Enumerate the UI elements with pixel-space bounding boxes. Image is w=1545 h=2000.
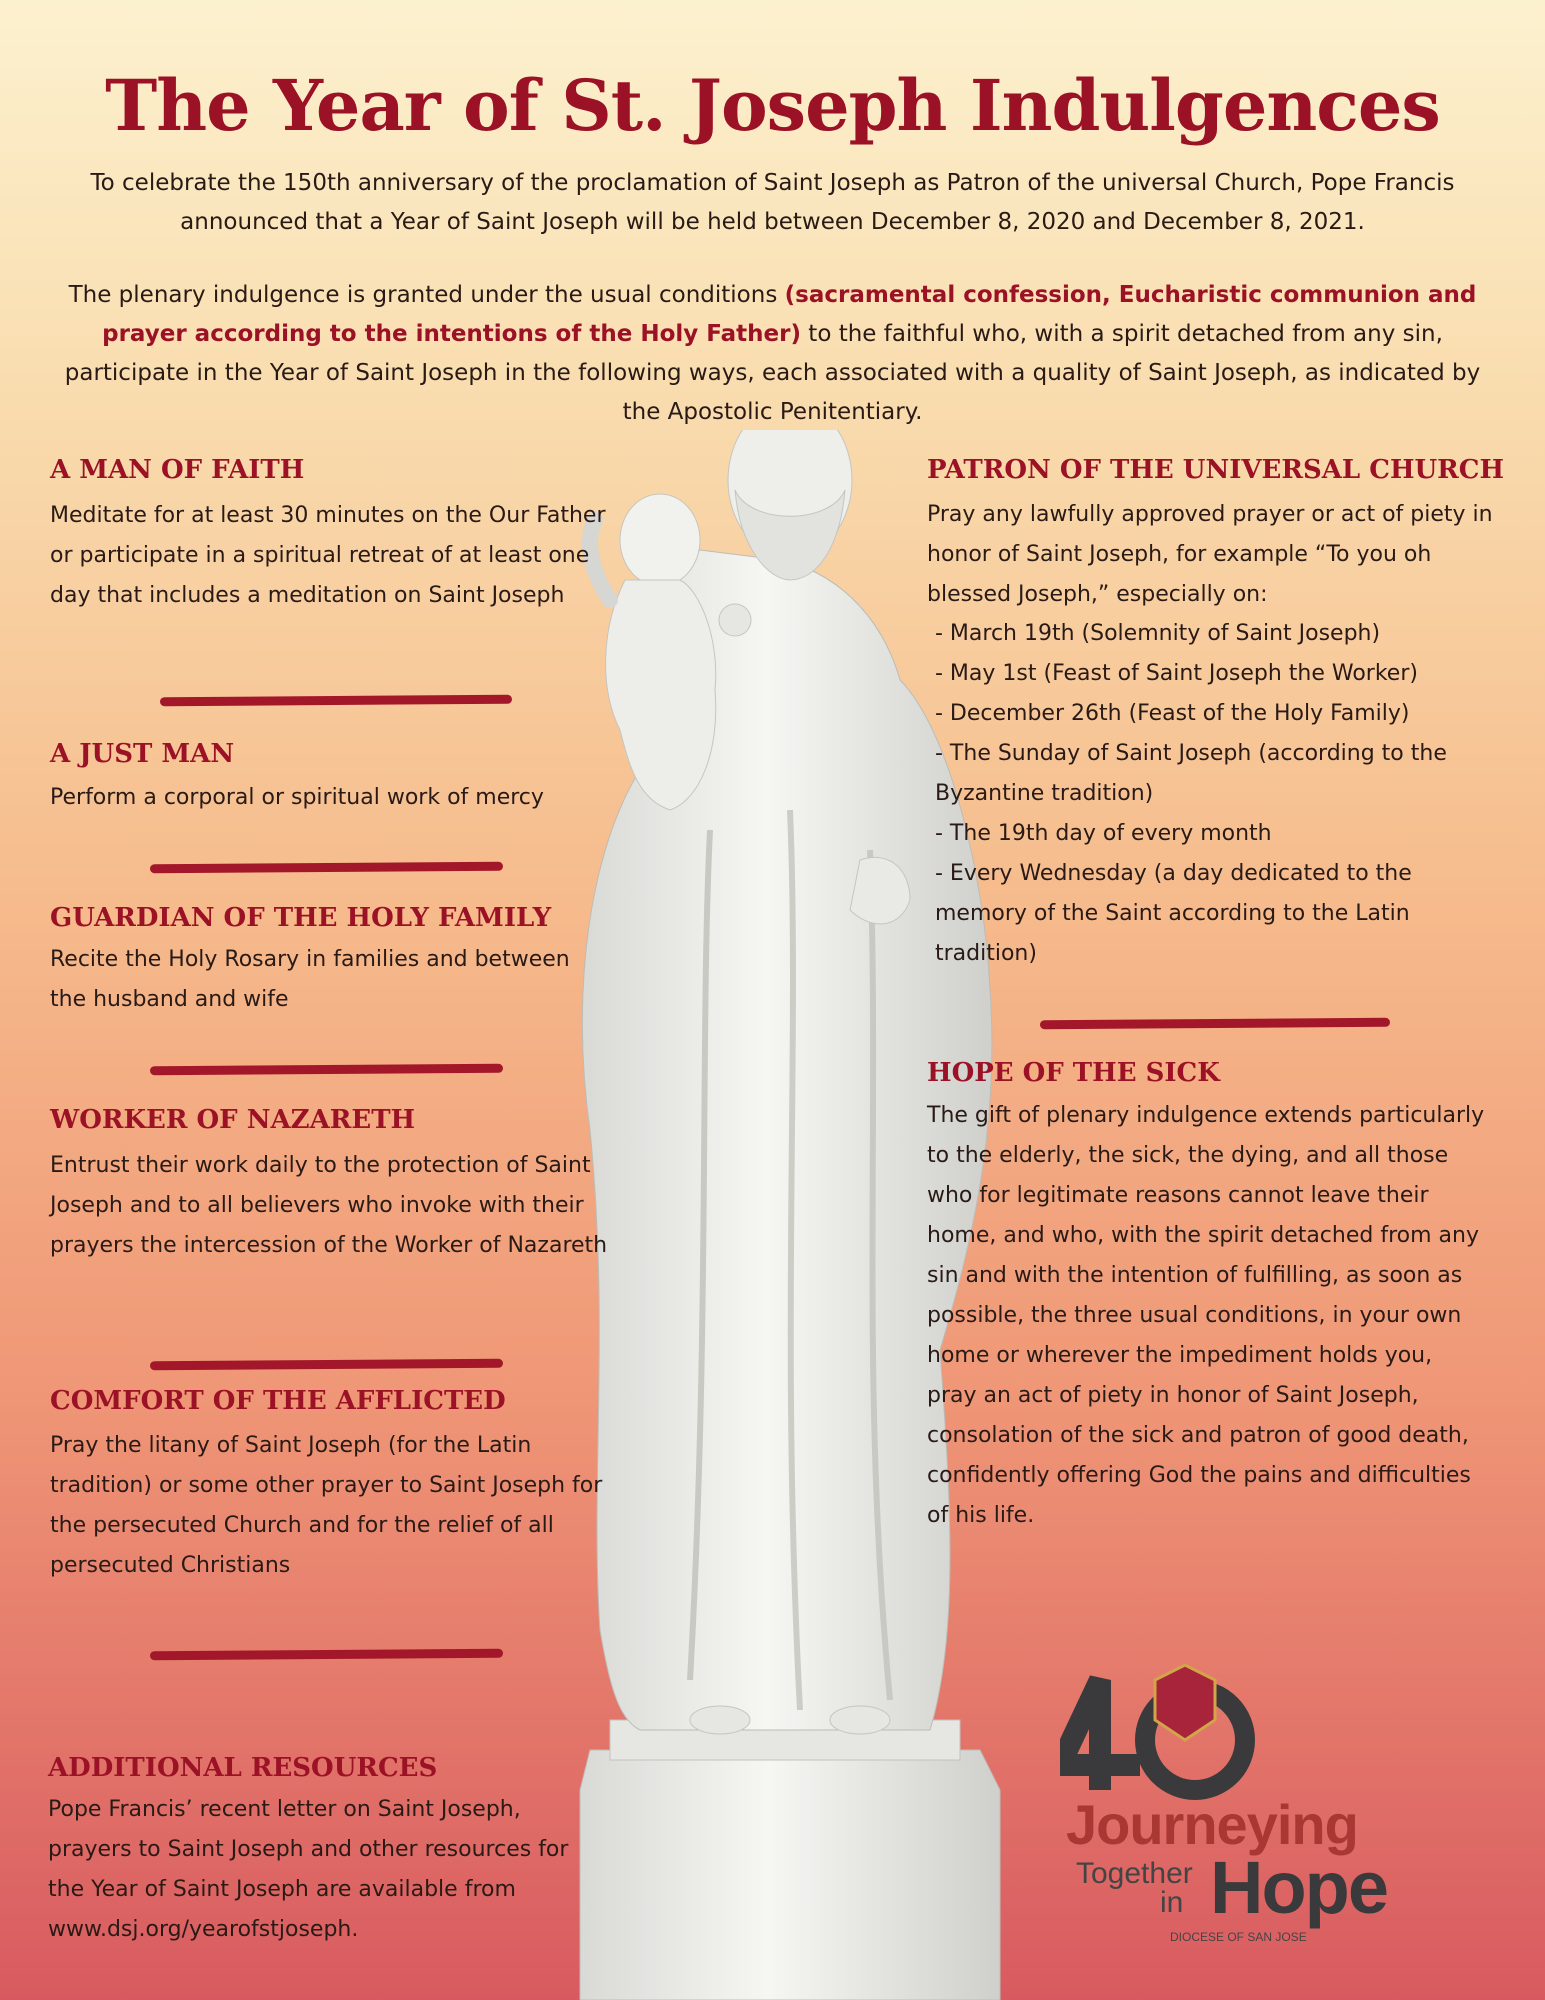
body-additional-resources: Pope Francis’ recent letter on Saint Joseph, prayers to Saint Joseph and other resources for the Year of Saint Joseph are available from www.dsj.org/yearofstjoseph.	[48, 1797, 569, 1942]
heading-additional-resources: ADDITIONAL RESOURCES	[48, 1753, 438, 1783]
heading-hope-of-the-sick: HOPE OF THE SICK	[927, 1058, 1220, 1088]
list-item: - March 19th (Solemnity of Saint Joseph)	[935, 621, 1381, 646]
list-item: - May 1st (Feast of Saint Joseph the Worker)	[935, 661, 1418, 686]
heading-man-of-faith: A MAN OF FAITH	[50, 455, 305, 485]
body-just-man: Perform a corporal or spiritual work of mercy	[50, 785, 544, 810]
conditions-text-end: to the faithful who, with a spirit detached from any sin, participate in the Year of Saint Joseph in the following ways, each associated with a quality of Saint Joseph, as indicated by the Apostolic Penitentiary.	[64, 321, 1481, 425]
coat-of-arms-icon	[1155, 1665, 1215, 1740]
conditions-highlight: (sacramental confession, Eucharistic communion and prayer according to the intentions of the Holy Father)	[102, 282, 1477, 347]
divider-brush-stroke	[150, 1064, 503, 1075]
divider-brush-stroke	[1040, 1018, 1390, 1029]
body-man-of-faith: Meditate for at least 30 minutes on the Our Father or participate in a spiritual retreat of at least one day that includes a meditation on Saint Joseph	[50, 503, 606, 608]
logo-diocese-name: DIOCESE OF SAN JOSE	[1170, 1930, 1307, 1944]
divider-brush-stroke	[150, 1359, 503, 1370]
conditions-paragraph	[60, 276, 1485, 432]
logo-word-journeying: Journeying	[1066, 1793, 1358, 1856]
body-worker-of-nazareth: Entrust their work daily to the protection of Saint Joseph and to all believers who invoke with their prayers the intercession of the Worker of Nazareth	[50, 1153, 608, 1258]
list-item: - December 26th (Feast of the Holy Family)	[935, 701, 1410, 726]
divider-brush-stroke	[150, 1649, 503, 1660]
page-title: The Year of St. Joseph Indulgences	[105, 64, 1440, 147]
list-item: - The 19th day of every month	[935, 821, 1272, 846]
diocese-40-years-logo	[1060, 1660, 1440, 1950]
body-guardian-holy-family: Recite the Holy Rosary in families and between the husband and wife	[50, 947, 570, 1012]
logo-word-in: in	[1160, 1886, 1184, 1919]
logo-word-together: Together	[1076, 1857, 1193, 1890]
heading-worker-of-nazareth: WORKER OF NAZARETH	[50, 1105, 416, 1135]
divider-brush-stroke	[150, 862, 503, 873]
list-item: - The Sunday of Saint Joseph (according to the Byzantine tradition)	[935, 741, 1447, 806]
conditions-text-start: The plenary indulgence is granted under the usual conditions	[68, 282, 785, 308]
body-patron-universal-church: Pray any lawfully approved prayer or act of piety in honor of Saint Joseph, for example “To you oh blessed Joseph,” especially on:	[927, 502, 1493, 607]
logo-word-hope: Hope	[1210, 1846, 1387, 1929]
heading-patron-universal-church: PATRON OF THE UNIVERSAL CHURCH	[927, 455, 1505, 485]
list-item: - Every Wednesday (a day dedicated to the memory of the Saint according to the Latin tradition)	[935, 861, 1412, 966]
heading-guardian-holy-family: GUARDIAN OF THE HOLY FAMILY	[50, 903, 552, 933]
patron-days-list	[935, 614, 1505, 974]
heading-just-man: A JUST MAN	[50, 739, 235, 769]
heading-comfort-of-afflicted: COMFORT OF THE AFFLICTED	[50, 1386, 506, 1416]
body-comfort-of-afflicted: Pray the litany of Saint Joseph (for the Latin tradition) or some other prayer to Saint Joseph for the persecuted Church and for the relief of all persecuted Christians	[50, 1433, 603, 1578]
divider-brush-stroke	[160, 695, 512, 706]
body-hope-of-the-sick: The gift of plenary indulgence extends particularly to the elderly, the sick, the dying, and all those who for legitimate reasons cannot leave their home, and who, with the spirit detached from any sin and with the intention of fulfilling, as soon as possible, the three usual conditions, in your own home or wherever the impediment holds you, pray an act of piety in honor of Saint Joseph, consolation of the sick and patron of good death, confidently offering God the pains and difficulties of his life.	[927, 1103, 1485, 1528]
intro-paragraph: To celebrate the 150th anniversary of the proclamation of Saint Joseph as Patron of the universal Church, Pope Francis announced that a Year of Saint Joseph will be held between December 8, 2020 and December 8, 2021.	[90, 170, 1455, 235]
